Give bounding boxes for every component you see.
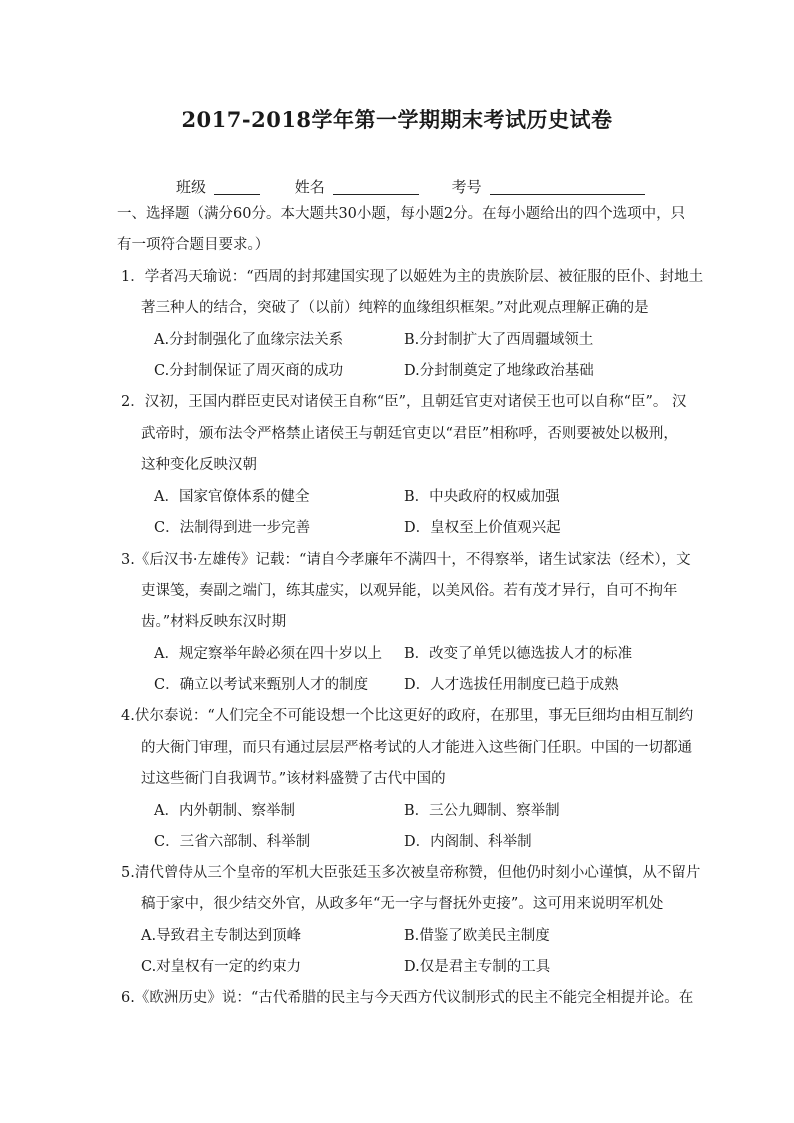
section-heading-line-2: 有一项符合题目要求。）: [117, 237, 270, 253]
section-heading-line-1: 一、选择题（满分60分。本大题共30小题，每小题2分。在每小题给出的四个选项中，只: [117, 206, 686, 222]
question-2-option-a[interactable]: A．国家官僚体系的健全: [154, 489, 310, 505]
question-1-option-d[interactable]: D.分封制奠定了地缘政治基础: [404, 363, 594, 379]
question-1-option-c[interactable]: C.分封制保证了周灭商的成功: [154, 363, 344, 379]
question-2-line-2: 武帝时，颁布法令严格禁止诸侯王与朝廷官吏以“君臣”相称呼，否则要被处以极刑，: [141, 426, 678, 442]
question-5-option-c[interactable]: C.对皇权有一定的约束力: [141, 959, 302, 975]
exam-number-field: [452, 176, 645, 197]
question-5-option-a[interactable]: A.导致君主专制达到顶峰: [141, 928, 302, 944]
question-1-line-1: 1．学者冯天瑜说：“西周的封邦建国实现了以姬姓为主的贵族阶层、被征服的臣仆、封地土: [121, 269, 704, 285]
class-field: [176, 176, 260, 197]
question-4-line-3: 过这些衙门自我调节。”该材料盛赞了古代中国的: [141, 771, 446, 787]
question-5-option-b[interactable]: B.借鉴了欧美民主制度: [404, 928, 550, 944]
student-info-row: [176, 176, 645, 197]
question-2-option-c[interactable]: C．法制得到进一步完善: [154, 520, 311, 536]
question-1-option-b[interactable]: B.分封制扩大了西周疆域领土: [404, 332, 594, 348]
question-3-option-a[interactable]: A．规定察举年龄必须在四十岁以上: [154, 646, 382, 662]
class-blank[interactable]: [214, 178, 260, 195]
name-label: 姓名: [294, 178, 325, 196]
question-4-option-a[interactable]: A．内外朝制、察举制: [154, 803, 295, 819]
exam-number-label: 考号: [451, 178, 482, 196]
question-3-option-d[interactable]: D．人才选拔任用制度已趋于成熟: [404, 677, 619, 693]
question-2-option-d[interactable]: D．皇权至上价值观兴起: [404, 520, 561, 536]
question-1-line-2: 著三种人的结合，突破了（以前）纯粹的血缘组织框架。”对此观点理解正确的是: [141, 300, 649, 316]
question-3-line-3: 齿。”材料反映东汉时期: [141, 614, 287, 630]
exam-title: 2017-2018学年第一学期期末考试历史试卷: [181, 107, 613, 132]
question-3-option-c[interactable]: C．确立以考试来甄别人才的制度: [154, 677, 369, 693]
question-2-option-b[interactable]: B．中央政府的权威加强: [404, 489, 560, 505]
question-2-line-3: 这种变化反映汉朝: [141, 457, 257, 473]
name-field: [295, 176, 419, 197]
question-1-option-a[interactable]: A.分封制强化了血缘宗法关系: [154, 332, 344, 348]
question-5-line-1: 5.清代曾侍从三个皇帝的军机大臣张廷玉多次被皇帝称赞，但他仍时刻小心谨慎，从不留片: [121, 865, 701, 881]
question-6-line-1: 6.《欧洲历史》说：“古代希腊的民主与今天西方代议制形式的民主不能完全相提并论。在: [121, 990, 694, 1006]
question-2-line-1: 2．汉初，王国内群臣吏民对诸侯王自称“臣”，且朝廷官吏对诸侯王也可以自称“臣”。 汉: [121, 394, 687, 410]
exam-number-blank[interactable]: [490, 178, 645, 195]
question-5-option-d[interactable]: D.仅是君主专制的工具: [404, 959, 551, 975]
class-label: 班级: [176, 178, 207, 196]
question-5-line-2: 稿于家中，很少结交外官，从政多年“无一字与督抚外吏接”。这可用来说明军机处: [141, 896, 664, 912]
question-4-line-1: 4.伏尔泰说：“人们完全不可能设想一个比这更好的政府，在那里，事无巨细均由相互制约: [121, 708, 694, 724]
question-4-option-d[interactable]: D．内阁制、科举制: [404, 834, 532, 850]
question-3-line-1: 3.《后汉书·左雄传》记载：“请自今孝廉年不满四十，不得察举，诸生试家法（经术），文: [121, 552, 691, 568]
question-4-option-c[interactable]: C．三省六部制、科举制: [154, 834, 311, 850]
question-3-option-b[interactable]: B．改变了单凭以德选拔人才的标准: [404, 646, 633, 662]
question-4-line-2: 的大衙门审理，而只有通过层层严格考试的人才能进入这些衙门任职。中国的一切都通: [141, 740, 692, 756]
name-blank[interactable]: [333, 178, 419, 195]
question-3-line-2: 吏课笺，奏副之端门，练其虚实，以观异能，以美风俗。若有茂才异行，自可不拘年: [141, 583, 678, 599]
question-4-option-b[interactable]: B．三公九卿制、察举制: [404, 803, 560, 819]
